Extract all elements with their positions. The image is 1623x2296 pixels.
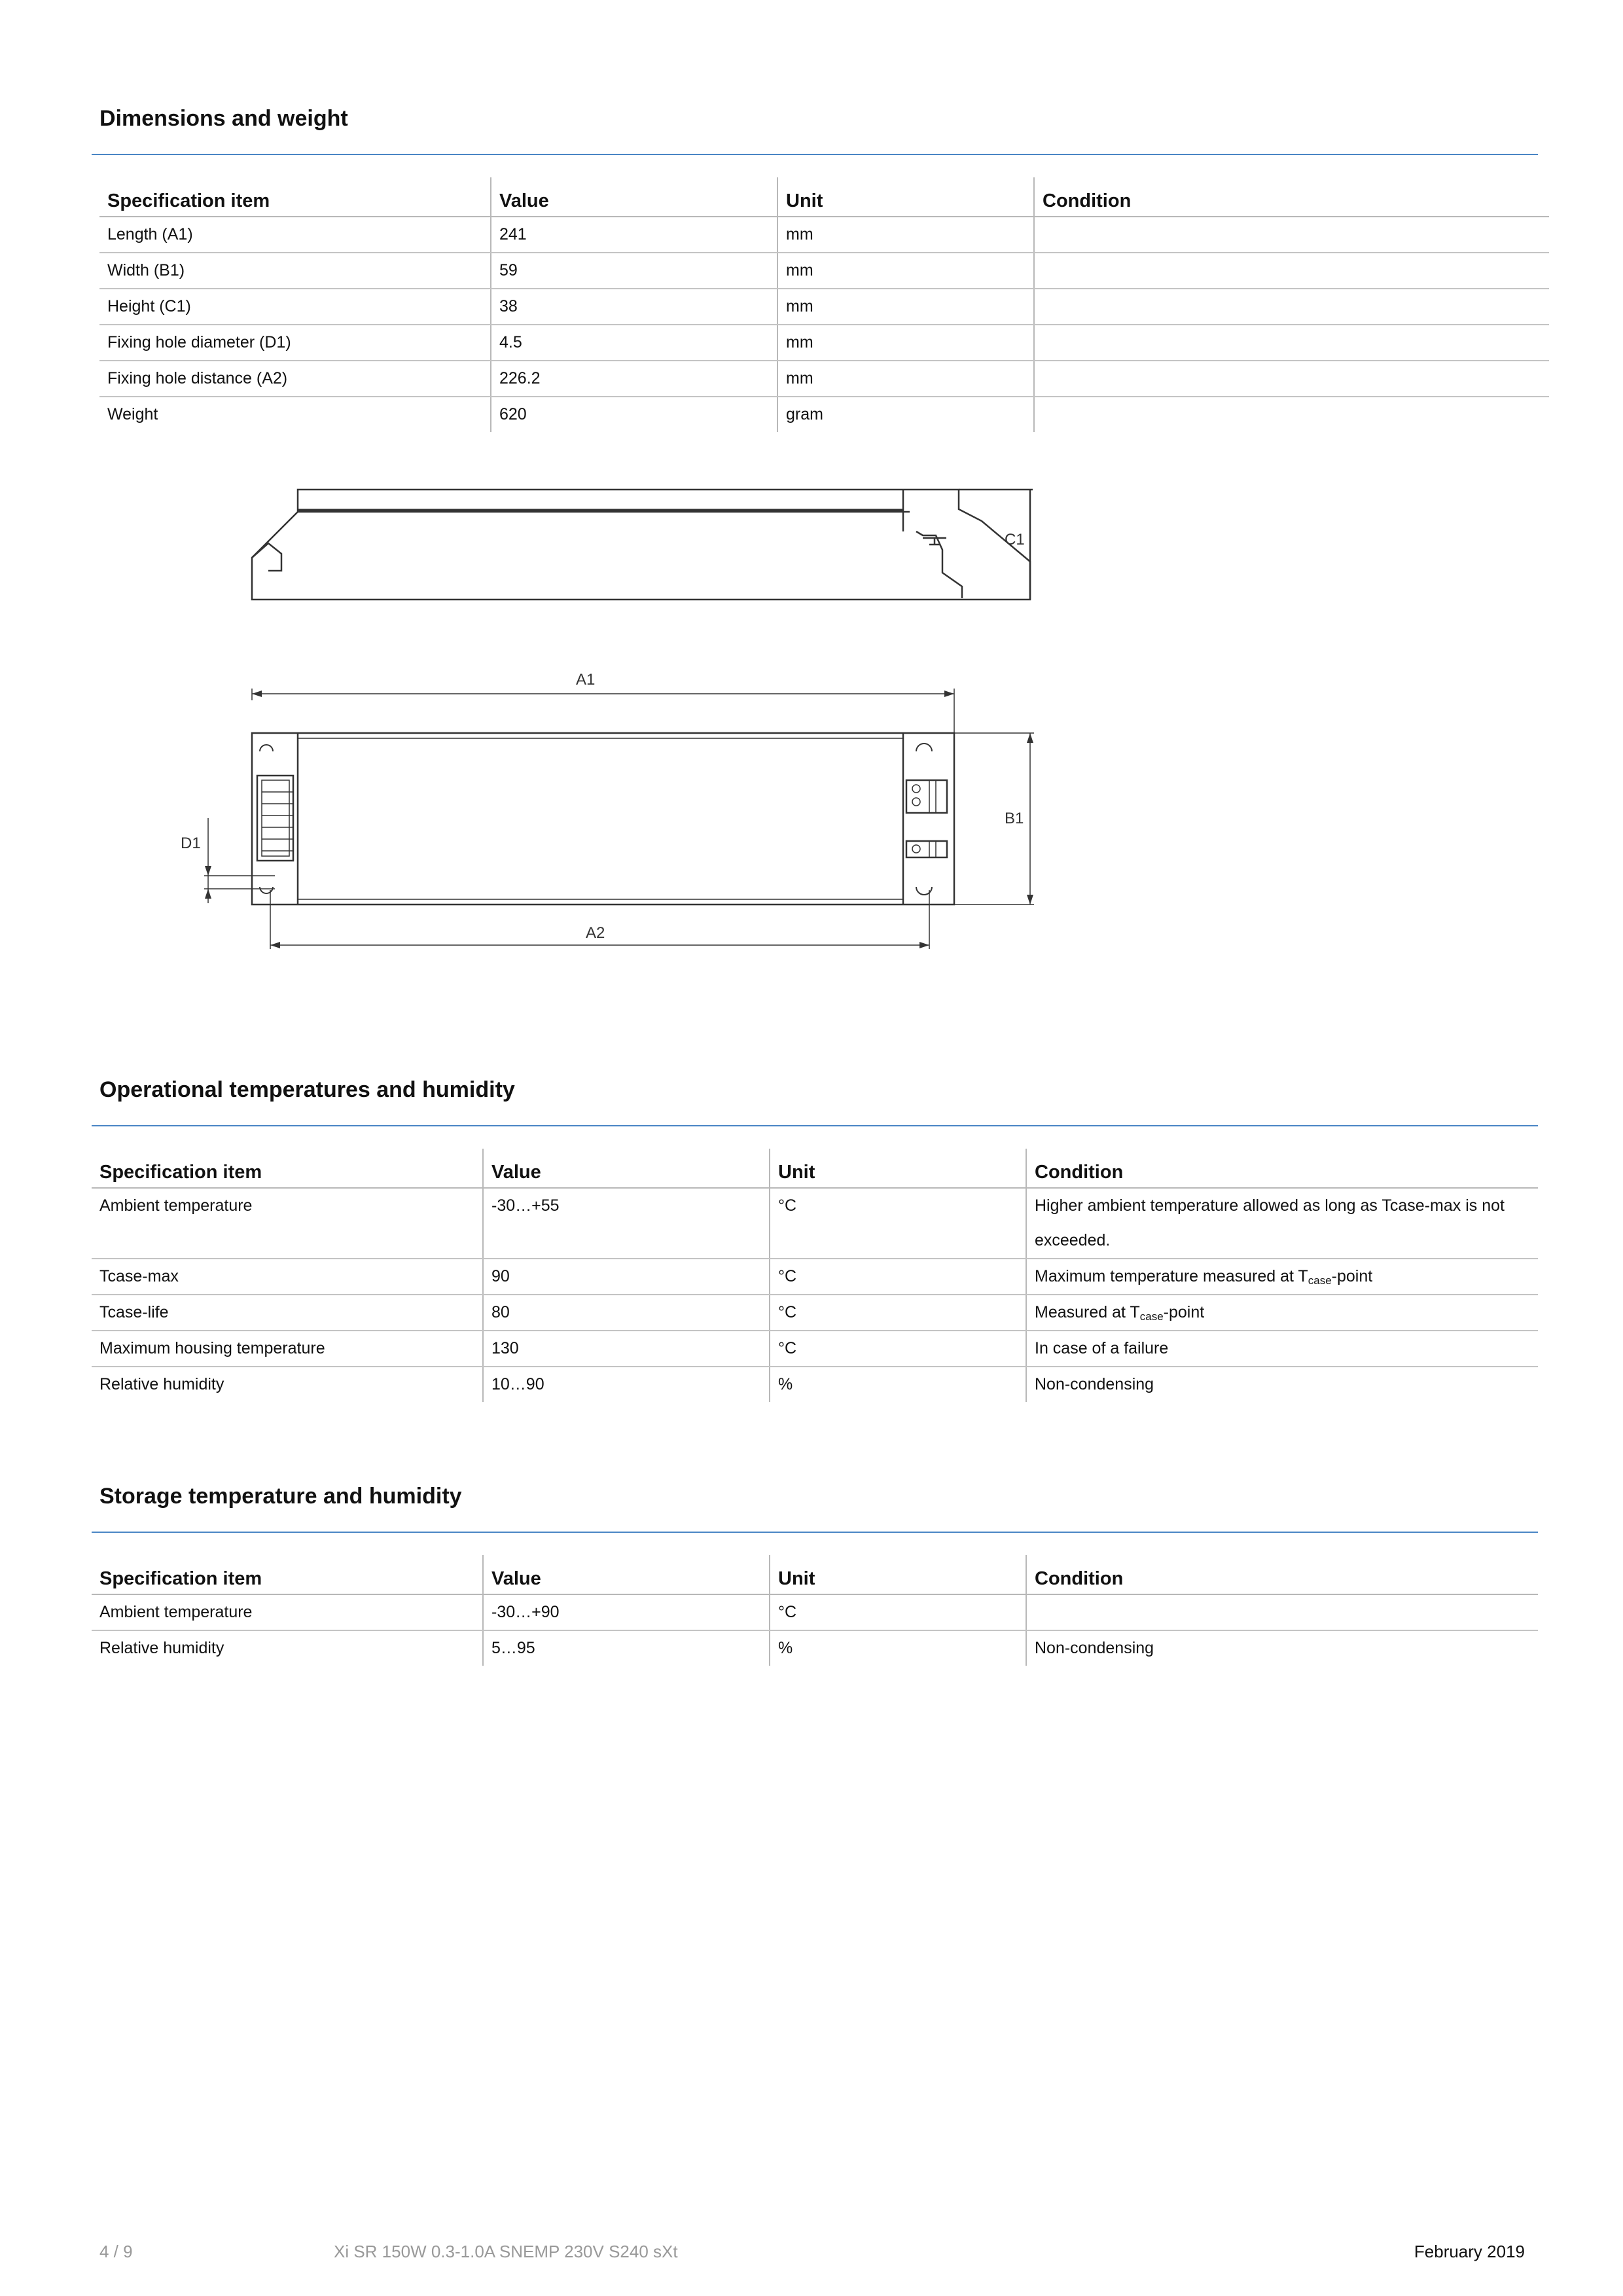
cell-condition <box>1026 1295 1538 1331</box>
footer-page-number: 4 / 9 <box>99 2242 133 2261</box>
cell-unit: °C <box>770 1331 1026 1367</box>
table-header-row <box>92 1555 1538 1594</box>
cell-value: 10…90 <box>483 1367 770 1402</box>
dim-label-a2: A2 <box>586 924 605 942</box>
cell-item: Ambient temperature <box>92 1594 483 1630</box>
cell-condition: Higher ambient temperature allowed as long as Tcase-max is not exceeded. <box>1026 1188 1538 1259</box>
dimension-drawing <box>0 0 1623 1021</box>
cell-value: 38 <box>491 289 777 325</box>
header-cell: Condition <box>1034 177 1549 217</box>
section-divider <box>92 1532 1538 1533</box>
cell-unit: mm <box>777 289 1034 325</box>
cell-condition <box>1026 1259 1538 1295</box>
header-cell: Unit <box>777 177 1034 217</box>
storage-table <box>92 1555 1538 1666</box>
cell-value: 59 <box>491 253 777 289</box>
cell-condition <box>1026 1594 1538 1630</box>
cell-unit: °C <box>770 1594 1026 1630</box>
dim-label-d1: D1 <box>181 834 201 852</box>
cell-condition: In case of a failure <box>1026 1331 1538 1367</box>
header-cell: Condition <box>1026 1149 1538 1188</box>
cell-item: Length (A1) <box>99 217 491 253</box>
cell-unit: % <box>770 1630 1026 1666</box>
cell-condition: Non-condensing <box>1026 1630 1538 1666</box>
header-cell: Unit <box>770 1555 1026 1594</box>
header-cell: Specification item <box>92 1149 483 1188</box>
cell-item: Maximum housing temperature <box>92 1331 483 1367</box>
table-row <box>92 1188 1538 1259</box>
header-cell: Specification item <box>92 1555 483 1594</box>
condition-text: Maximum temperature measured at T <box>1035 1267 1308 1285</box>
cell-item: Fixing hole diameter (D1) <box>99 325 491 361</box>
table-row <box>92 1367 1538 1402</box>
cell-value: 4.5 <box>491 325 777 361</box>
cell-item: Ambient temperature <box>92 1188 483 1259</box>
condition-text: Measured at T <box>1035 1303 1140 1321</box>
header-cell: Condition <box>1026 1555 1538 1594</box>
cell-value: -30…+90 <box>483 1594 770 1630</box>
cell-unit: °C <box>770 1295 1026 1331</box>
table-header-row <box>92 1149 1538 1188</box>
footer-date: February 2019 <box>1414 2242 1525 2261</box>
cell-item: Width (B1) <box>99 253 491 289</box>
condition-subscript: case <box>1139 1310 1164 1323</box>
header-cell: Unit <box>770 1149 1026 1188</box>
condition-text: -point <box>1331 1267 1373 1285</box>
table-row <box>92 1594 1538 1630</box>
table-row <box>92 1259 1538 1295</box>
cell-value: 80 <box>483 1295 770 1331</box>
cell-unit: mm <box>777 253 1034 289</box>
cell-item: Fixing hole distance (A2) <box>99 361 491 397</box>
cell-unit: °C <box>770 1188 1026 1259</box>
section-title-dimensions: Dimensions and weight <box>99 106 348 131</box>
table-row <box>92 1331 1538 1367</box>
section-title-operational: Operational temperatures and humidity <box>99 1077 515 1102</box>
header-cell: Value <box>491 177 777 217</box>
header-cell: Specification item <box>99 177 491 217</box>
dim-label-b1: B1 <box>1005 810 1024 827</box>
cell-item: Tcase-life <box>92 1295 483 1331</box>
footer-product-name: Xi SR 150W 0.3-1.0A SNEMP 230V S240 sXt <box>334 2242 678 2261</box>
cell-value: 620 <box>491 397 777 432</box>
condition-subscript: case <box>1308 1274 1332 1287</box>
cell-unit: mm <box>777 325 1034 361</box>
cell-item: Relative humidity <box>99 1375 224 1393</box>
cell-unit: °C <box>770 1259 1026 1295</box>
cell-item: Tcase-max <box>92 1259 483 1295</box>
side-view <box>252 490 1033 600</box>
cell-value: 241 <box>491 217 777 253</box>
cell-value: 5…95 <box>483 1630 770 1666</box>
section-title-storage: Storage temperature and humidity <box>99 1484 462 1509</box>
table-row <box>92 1295 1538 1331</box>
cell-unit: % <box>770 1367 1026 1402</box>
condition-text: -point <box>1163 1303 1205 1321</box>
header-cell: Value <box>483 1555 770 1594</box>
cell-unit: mm <box>777 217 1034 253</box>
header-cell: Value <box>483 1149 770 1188</box>
dim-label-c1: C1 <box>1005 531 1025 548</box>
cell-value: -30…+55 <box>483 1188 770 1259</box>
operational-table <box>92 1149 1538 1402</box>
dim-label-a1: A1 <box>576 671 596 689</box>
cell-value: 130 <box>483 1331 770 1367</box>
cell-item: Relative humidity <box>99 1639 224 1657</box>
cell-unit: gram <box>777 397 1034 432</box>
cell-item: Weight <box>107 405 158 423</box>
cell-unit: mm <box>777 361 1034 397</box>
cell-value: 90 <box>483 1259 770 1295</box>
cell-value: 226.2 <box>491 361 777 397</box>
table-row <box>92 1630 1538 1666</box>
section-divider <box>92 1125 1538 1126</box>
top-view <box>252 689 954 905</box>
cell-condition: Non-condensing <box>1026 1367 1538 1402</box>
cell-item: Height (C1) <box>99 289 491 325</box>
